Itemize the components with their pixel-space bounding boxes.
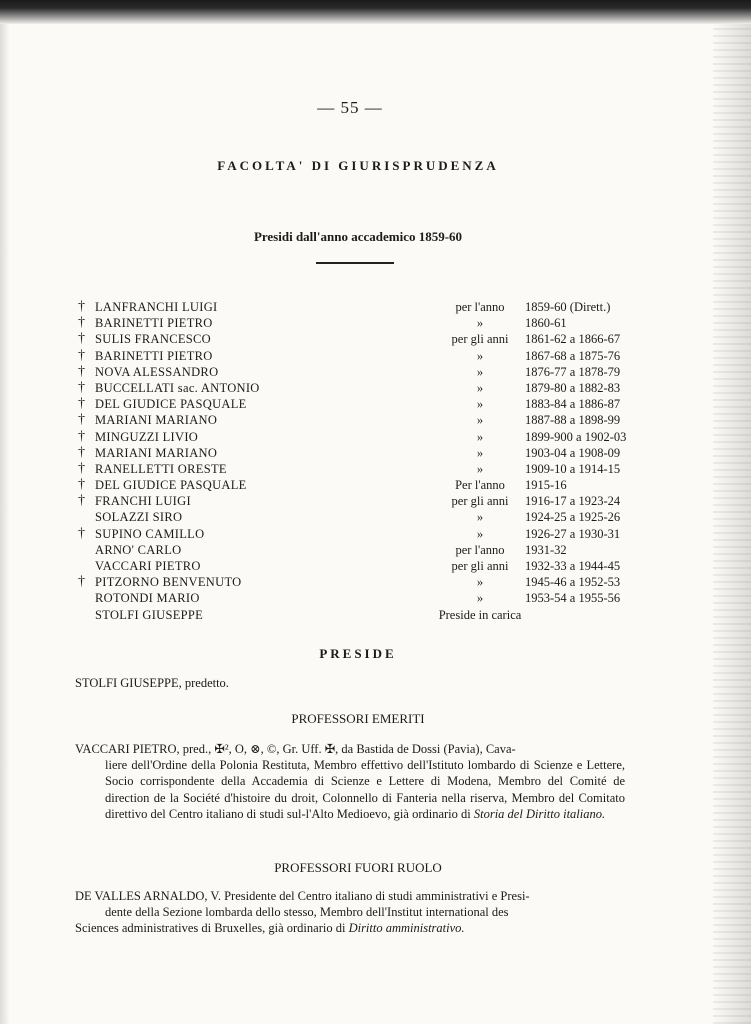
deceased-cross-icon: † <box>78 412 85 428</box>
deceased-cross-icon: † <box>78 477 85 493</box>
dean-period: per l'anno <box>455 542 505 557</box>
fuori-ruolo-entry-subject: Diritto amministrativo. <box>348 921 465 936</box>
dean-years: 1931-32 <box>525 542 567 557</box>
dean-name: STOLFI GIUSEPPE <box>95 607 204 622</box>
emeritus-entry-subject: Storia del Diritto italiano. <box>473 806 606 821</box>
emeritus-entry-text: liere dell'Ordine della Polonia Restituta, Membro effettivo dell'Istituto lombardo di Scienze e Lettere, Socio corrispondente della Accademia di Scienze e Lettere di Modena, Membro del Comité de direction de la Société d'histoire du droit, Colonnello di Fanteria nella riserva, Membro del Comitato direttivo del Centro italiano di studi sul-l'Alto Medioevo, già ordinario di <box>105 758 625 821</box>
dean-years: 1953-54 a 1955-56 <box>525 591 621 606</box>
dean-years: 1924-25 a 1925-26 <box>525 510 621 525</box>
deceased-cross-icon: † <box>78 493 85 509</box>
dean-years: 1926-27 a 1930-31 <box>525 526 621 541</box>
dean-name: ROTONDI MARIO <box>95 591 200 606</box>
deceased-cross-icon: † <box>78 331 85 347</box>
dean-years: 1883-84 a 1886-87 <box>525 397 621 412</box>
dean-period: » <box>476 316 484 331</box>
fuori-ruolo-entry-last-line <box>75 921 465 935</box>
dean-years: 1915-16 <box>525 478 567 493</box>
emeritus-entry-body <box>75 757 625 822</box>
dean-period: » <box>476 413 484 428</box>
dean-name: SOLAZZI SIRO <box>95 510 183 525</box>
dean-period: » <box>476 510 484 525</box>
dean-years: 1867-68 a 1875-76 <box>525 348 621 363</box>
dean-years: 1932-33 a 1944-45 <box>525 559 621 573</box>
emeriti-section-title: PROFESSORI EMERITI <box>291 711 425 726</box>
dean-name: BUCCELLATI sac. ANTONIO <box>95 380 260 395</box>
dean-name: MINGUZZI LIVIO <box>95 429 199 444</box>
dean-years: 1859-60 (Dirett.) <box>525 300 611 314</box>
dean-period: » <box>476 591 484 606</box>
dean-name: DEL GIUDICE PASQUALE <box>95 478 247 493</box>
heading-rule <box>316 262 394 264</box>
dean-period: » <box>476 380 484 395</box>
dean-period: » <box>476 364 484 379</box>
dean-name: BARINETTI PIETRO <box>95 316 213 331</box>
dean-period: » <box>476 575 484 590</box>
emeritus-entry-first-line: VACCARI PIETRO, pred., ✠², O, ⊗, ©, Gr. Uff. ✠, da Bastida de Dossi (Pavia), Cava- <box>75 742 516 756</box>
dean-years: 1860-61 <box>525 316 567 331</box>
dean-name: DEL GIUDICE PASQUALE <box>95 397 247 412</box>
dean-years: 1899-900 a 1902-03 <box>525 429 627 444</box>
deceased-cross-icon: † <box>78 460 85 476</box>
dean-years: 1916-17 a 1923-24 <box>525 494 621 509</box>
dean-period: Per l'anno <box>455 478 505 493</box>
dean-years: 1887-88 a 1898-99 <box>525 413 621 428</box>
dean-years: 1861-62 a 1866-67 <box>525 332 621 347</box>
dean-period: per gli anni <box>451 332 509 347</box>
scan-edge-top <box>0 0 751 24</box>
scan-edge-right <box>713 24 751 1024</box>
dean-name: NOVA ALESSANDRO <box>95 364 219 379</box>
dean-name: MARIANI MARIANO <box>95 445 218 460</box>
faculty-title: FACOLTA' DI GIURISPRUDENZA <box>217 158 499 173</box>
dean-period: » <box>476 348 484 363</box>
page-number: — 55 — <box>317 98 383 117</box>
dean-name: SULIS FRANCESCO <box>95 332 211 347</box>
fuori-ruolo-entry-second-line: dente della Sezione lombarda dello stesso, Membro dell'Institut international des <box>105 905 509 920</box>
fuori-ruolo-entry-first-line: DE VALLES ARNALDO, V. Presidente del Centro italiano di studi amministrativi e Presi- <box>75 889 530 903</box>
dean-period: per gli anni <box>451 494 509 509</box>
emeritus-entry <box>75 741 625 822</box>
deceased-cross-icon: † <box>78 299 85 314</box>
dean-period: » <box>476 461 484 476</box>
dean-name: SUPINO CAMILLO <box>95 526 205 541</box>
dean-name: FRANCHI LUIGI <box>95 494 191 509</box>
dean-period: per gli anni <box>451 559 509 573</box>
dean-name: ARNO' CARLO <box>95 542 182 557</box>
preside-entry: STOLFI GIUSEPPE, predetto. <box>75 676 229 690</box>
fuori-ruolo-entry <box>75 888 625 937</box>
dean-period: » <box>476 445 484 460</box>
dean-years: 1909-10 a 1914-15 <box>525 461 621 476</box>
dean-years: 1903-04 a 1908-09 <box>525 445 621 460</box>
preside-section-title: PRESIDE <box>319 646 397 661</box>
dean-period: » <box>476 397 484 412</box>
deans-list-heading: Presidi dall'anno accademico 1859-60 <box>253 229 463 244</box>
deceased-cross-icon: † <box>78 525 85 541</box>
deceased-cross-icon: † <box>78 347 85 363</box>
deceased-cross-icon: † <box>78 444 85 460</box>
dean-period: » <box>476 526 484 541</box>
dean-name: PITZORNO BENVENUTO <box>95 575 242 590</box>
dean-name: LANFRANCHI LUIGI <box>95 300 218 314</box>
dean-period: Preside in carica <box>438 607 522 622</box>
deceased-cross-icon: † <box>78 428 85 444</box>
dean-period: » <box>476 429 484 444</box>
dean-name: MARIANI MARIANO <box>95 413 218 428</box>
dean-years: 1876-77 a 1878-79 <box>525 364 621 379</box>
deceased-cross-icon: † <box>78 396 85 412</box>
deceased-cross-icon: † <box>78 379 85 395</box>
dean-years: 1879-80 a 1882-83 <box>525 380 621 395</box>
dean-name: RANELLETTI ORESTE <box>95 461 227 476</box>
dean-period: per l'anno <box>455 300 505 314</box>
fuori-ruolo-section-title: PROFESSORI FUORI RUOLO <box>274 860 442 875</box>
deceased-cross-icon: † <box>78 363 85 379</box>
dean-name: VACCARI PIETRO <box>95 559 201 573</box>
fuori-ruolo-entry-last-text: Sciences administratives di Bruxelles, già ordinario di <box>75 921 346 936</box>
dean-name: BARINETTI PIETRO <box>95 348 213 363</box>
deceased-cross-icon: † <box>78 315 85 331</box>
deceased-cross-icon: † <box>78 574 85 590</box>
dean-years: 1945-46 a 1952-53 <box>525 575 621 590</box>
